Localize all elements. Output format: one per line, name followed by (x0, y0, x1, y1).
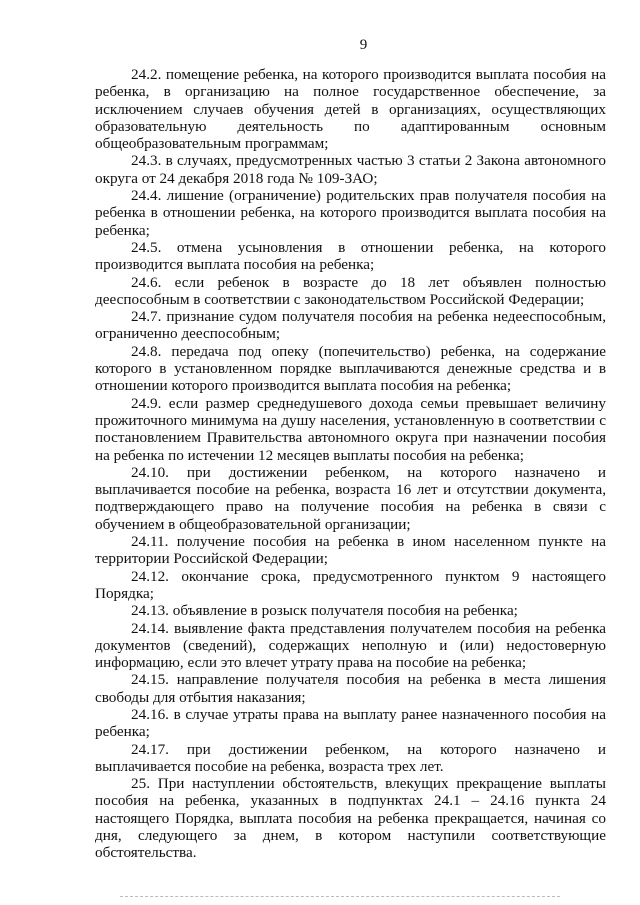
paragraph-24-10: 24.10. при достижении ребенком, на которого назначено и выплачивается пособие на ребенка, возраста 16 лет и отсутствии документа, подтверждающего право на получение пособия на ребенка в связи с обучением в общеобразовательной организации; (95, 463, 606, 533)
paragraph-24-14: 24.14. выявление факта представления получателем пособия на ребенка документов (сведений), содержащих неполную и (или) недостоверную информацию, если это влечет утрату права на пособие на ребенка; (95, 619, 606, 672)
paragraph-24-4: 24.4. лишение (ограничение) родительских прав получателя пособия на ребенка в отношении ребенка, на которого производится выплата пособия на ребенка; (95, 187, 606, 239)
paragraph-25: 25. При наступлении обстоятельств, влекущих прекращение выплаты пособия на ребенка, указанных в подпунктах 24.1 – 24.16 пункта 24 настоящего Порядка, выплата пособия на ребенка прекращается, начиная со дня, следующего за днем, в котором наступили соответствующие обстоятельства. (95, 775, 606, 862)
paragraph-24-7: 24.7. признание судом получателя пособия на ребенка недееспособным, ограниченно дееспособным; (95, 308, 606, 343)
paragraph-24-15: 24.15. направление получателя пособия на ребенка в места лишения свободы для отбытия наказания; (95, 671, 606, 706)
page-number: 9 (359, 37, 368, 53)
paragraph-24-3: 24.3. в случаях, предусмотренных частью 3 статьи 2 Закона автономного округа от 24 декабря 2018 года № 109-ЗАО; (95, 152, 606, 187)
paragraph-24-5: 24.5. отмена усыновления в отношении ребенка, на которого производится выплата пособия на ребенка; (95, 238, 606, 274)
paragraph-24-6: 24.6. если ребенок в возрасте до 18 лет объявлен полностью дееспособным в соответствии с законодательством Российской Федерации; (95, 273, 606, 308)
paragraph-24-17: 24.17. при достижении ребенком, на которого назначено и выплачивается пособие на ребенка, возраста трех лет. (95, 740, 606, 775)
paragraph-24-11: 24.11. получение пособия на ребенка в ином населенном пункте на территории Российской Федерации; (95, 533, 606, 568)
scan-footer-artifact (120, 896, 560, 899)
paragraph-24-9: 24.9. если размер среднедушевого дохода семьи превышает величину прожиточного минимума на душу населения, установленную в соответствии с постановлением Правительства автономного округа при назначении пособия на ребенка по истечении 12 месяцев выплаты пособия на ребенка; (95, 394, 606, 464)
paragraph-24-16: 24.16. в случае утраты права на выплату ранее назначенного пособия на ребенка; (95, 705, 606, 741)
paragraph-24-8: 24.8. передача под опеку (попечительство) ребенка, на содержание которого в установленном порядке выплачиваются денежные средства и в отношении которого производится выплата пособия на ребенка; (95, 342, 606, 395)
paragraph-24-2: 24.2. помещение ребенка, на которого производится выплата пособия на ребенка, в организацию на полное государственное обеспечение, за исключением случаев обучения детей в организациях, осуществляющих образовательную деятельность по адаптированным основным общеобразовательным программам; (95, 66, 606, 153)
paragraph-24-12: 24.12. окончание срока, предусмотренного пунктом 9 настоящего Порядка; (95, 567, 606, 602)
paragraph-24-13: 24.13. объявление в розыск получателя пособия на ребенка; (131, 602, 518, 620)
document-body (95, 66, 606, 862)
